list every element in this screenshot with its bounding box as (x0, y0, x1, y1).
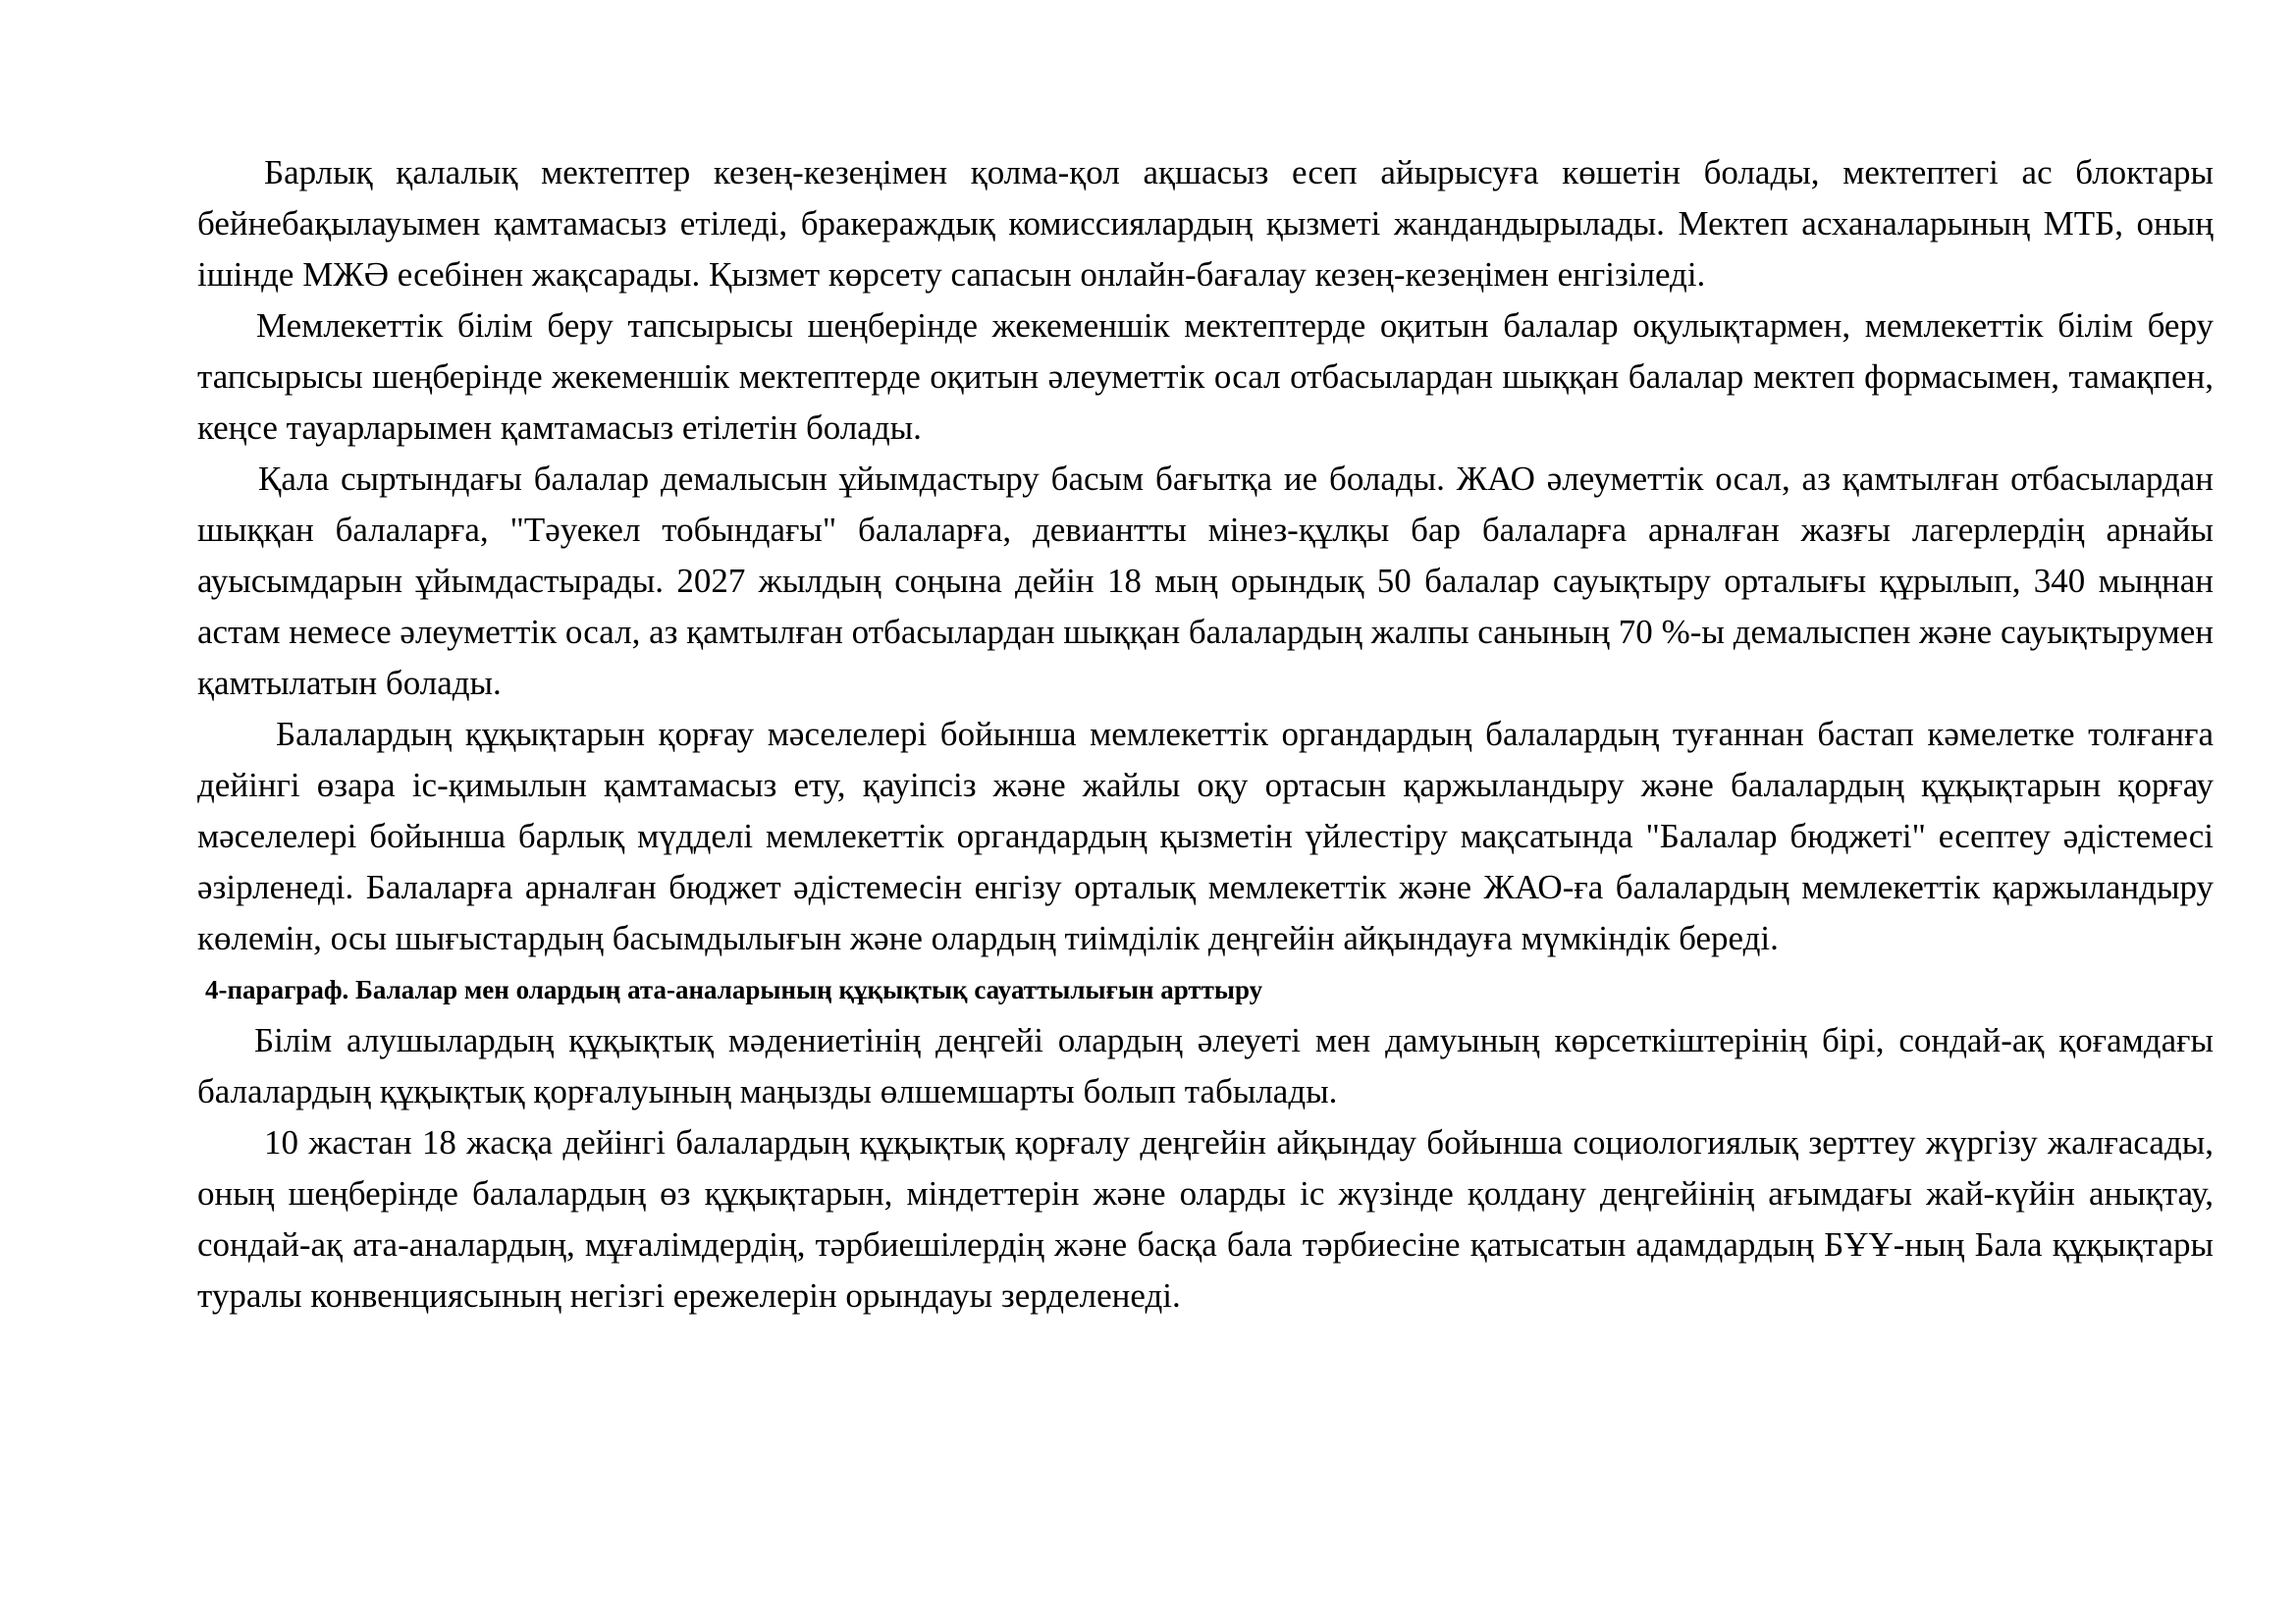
section-heading: 4-параграф. Балалар мен олардың ата-аналарының құқықтық сауаттылығын арттыру (205, 975, 1263, 1004)
paragraph-children-recreation: Қала сыртындағы балалар демалысын ұйымдастыру басым бағытқа ие болады. ЖАО әлеуметтік осал, аз қамтылған отбасылардан шыққан балаларға, "Тәуекел тобындағы" балаларға, девиантты мінез-құлқы бар балаларға арналған жазғы лагерлердің арнайы ауысымдарын ұйымдастырады. 2027 жылдың соңына дейін 18 мың орындық 50 балалар сауықтыру орталығы құрылып, 340 мыңнан астам немесе әлеуметтік осал, аз қамтылған отбасылардан шыққан балалардың жалпы санының 70 %-ы демалыспен және сауықтырумен қамтылатын болады. (197, 460, 2214, 702)
paragraph-school-canteens: Барлық қалалық мектептер кезең-кезеңімен қолма-қол ақшасыз есеп айырысуға көшетін болады, мектептегі ас блоктары бейнебақылауымен қамтамасыз етіледі, бракераждық комиссиялардың қызметі жандандырылады. Мектеп асханаларының МТБ, оның ішінде МЖӘ есебінен жақсарады. Қызмет көрсету сапасын онлайн-бағалау кезең-кезеңімен енгізіледі. (197, 153, 2214, 294)
paragraph-sociological-research: 10 жастан 18 жасқа дейінгі балалардың құқықтық қорғалу деңгейін айқындау бойынша социологиялық зерттеу жүргізу жалғасады, оның шеңберінде балалардың өз құқықтарын, міндеттерін және оларды іс жүзінде қолдану деңгейінің ағымдағы жай-күйін анықтау, сондай-ақ ата-аналардың, мұғалімдердің, тәрбиешілердің және басқа бала тәрбиесіне қатысатын адамдардың БҰҰ-ның Бала құқықтары туралы конвенциясының негізгі ережелерін орындауы зерделенеді. (197, 1123, 2214, 1315)
paragraph-legal-culture: Білім алушылардың құқықтық мәдениетінің деңгейі олардың әлеуеті мен дамуының көрсеткіштерінің бірі, сондай-ақ қоғамдағы балалардың құқықтық қорғалуының маңызды өлшемшарты болып табылады. (197, 1021, 2214, 1110)
paragraph-private-schools: Мемлекеттік білім беру тапсырысы шеңберінде жекеменшік мектептерде оқитын балалар оқулықтармен, мемлекеттік білім беру тапсырысы шеңберінде жекеменшік мектептерде оқитын әлеуметтік осал отбасылардан шыққан балалар мектеп формасымен, тамақпен, кеңсе тауарларымен қамтамасыз етілетін болады. (197, 306, 2214, 447)
paragraph-children-budget: Балалардың құқықтарын қорғау мәселелері бойынша мемлекеттік органдардың балалардың туғаннан бастап кәмелетке толғанға дейінгі өзара іс-қимылын қамтамасыз ету, қауіпсіз және жайлы оқу ортасын қаржыландыру және балалардың құқықтарын қорғау мәселелері бойынша барлық мүдделі мемлекеттік органдардың қызметін үйлестіру мақсатында "Балалар бюджеті" есептеу әдістемесі әзірленеді. Балаларға арналған бюджет әдістемесін енгізу орталық мемлекеттік және ЖАО-ға балалардың мемлекеттік қаржыландыру көлемін, осы шығыстардың басымдылығын және олардың тиімділік деңгейін айқындауға мүмкіндік береді. (197, 715, 2214, 957)
document-page (197, 147, 2214, 1322)
